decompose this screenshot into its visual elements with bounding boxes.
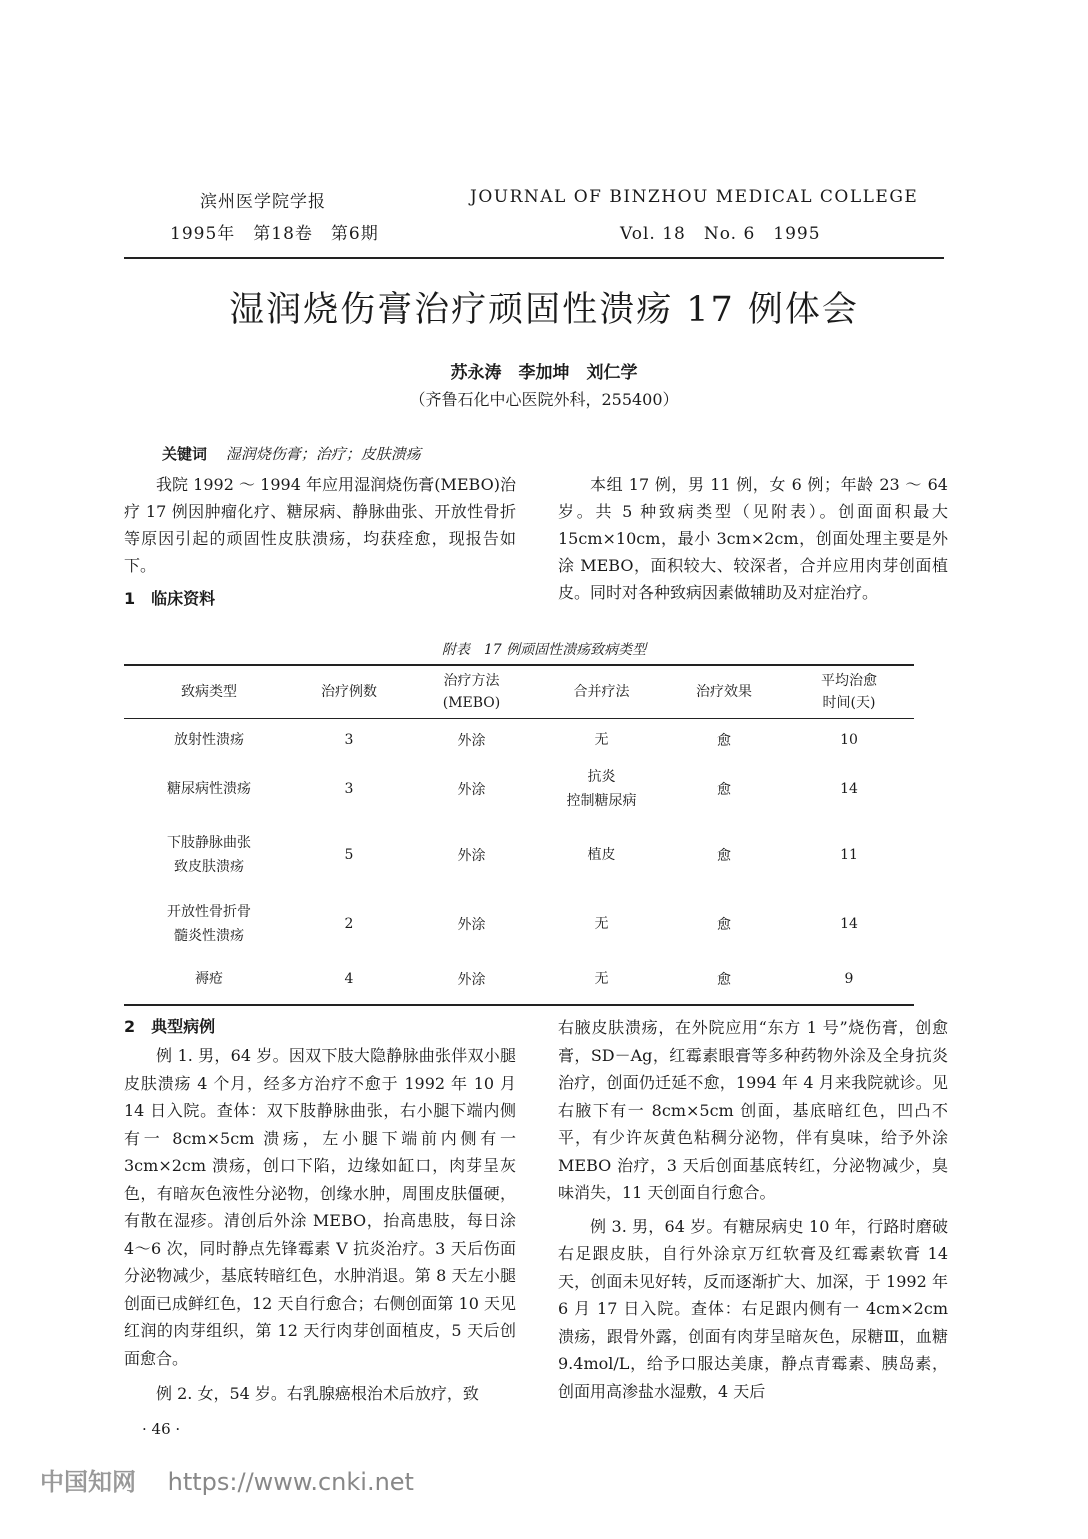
table-cell: 愈	[717, 847, 731, 864]
table-header-row	[124, 665, 914, 719]
table-cell: 抗炎 控制糖尿病	[566, 768, 637, 809]
table-cell: 外涂	[457, 781, 486, 798]
article-title: 湿润烧伤膏治疗顽固性溃疡 17 例体会	[229, 290, 859, 330]
table-cell: 4	[294, 955, 404, 1005]
cnki-url[interactable]: https://www.cnki.net	[167, 1468, 414, 1496]
table-cell: 2	[344, 915, 354, 932]
table-cell: 愈	[717, 781, 731, 798]
table-header-cell: 致病类型	[181, 684, 237, 700]
case-2-start: 例 2. 女，54 岁。右乳腺癌根治术后放疗，致	[156, 1384, 479, 1403]
issue-info-cn: 1995年 第18卷 第6期	[170, 224, 379, 244]
table-header-cell: 治疗方法 (MEBO)	[442, 673, 501, 711]
table-cell: 14	[840, 915, 858, 932]
keywords	[162, 443, 421, 464]
table-row	[124, 893, 914, 955]
table-row	[124, 817, 914, 893]
table-cell: 10	[840, 731, 858, 748]
case-1-paragraph: 例 1. 男，64 岁。因双下肢大隐静脉曲张伴双小腿皮肤溃疡 4 个月，经多方治疗不愈于 1992 年 10 月 14 日入院。查体：双下肢静脉曲张，右小腿下端内侧有一 8cm×5cm 溃疡，左小腿下端前内侧有一 3cm×2cm 溃疡，创口下陷，边缘如缸口，肉芽呈灰色，有暗灰色液性分泌物，创缘水肿，周围皮肤僵硬，有散在湿疹。清创后外涂 MEBO，抬高患肢，每日涂 4～6 次，同时静点先锋霉素 V 抗炎治疗。3 天后伤面分泌物减少，基底转暗红色，水肿消退。第 8 天左小腿创面已成鲜红色，12 天自行愈合；右侧创面第 10 天见红润的肉芽组织，第 12 天行肉芽创面植皮，5 天后创面愈合。 例 2. 女，54 岁。右乳腺癌根治术后放疗，致	[124, 1042, 516, 1408]
table-cell: 外涂	[457, 732, 486, 749]
case-3-paragraph: 例 3. 男，64 岁。有糖尿病史 10 年，行路时磨破右足跟皮肤，自行外涂京万红软膏及红霉素软膏 14 天，创面未见好转，反而逐渐扩大、加深，于 1992 年 6 月 17 日入院。查体：右足跟内侧有一 4cm×2cm 溃疡，跟骨外露，创面有肉芽呈暗灰色，尿糖Ⅲ，血糖 9.4mol/L，给予口服达美康，静点青霉素、胰岛素，创面用高渗盐水湿敷，4 天后	[558, 1216, 948, 1401]
journal-name-cn: 滨州医学院学报	[200, 192, 326, 212]
table-row	[124, 719, 914, 761]
table-cell: 放射性溃疡	[174, 731, 244, 748]
section-1-heading: 1 临床资料	[124, 589, 216, 608]
table-row	[124, 955, 914, 1005]
table-cell: 外涂	[457, 847, 486, 864]
intro-paragraph: 我院 1992 ～ 1994 年应用湿润烧伤膏(MEBO)治疗 17 例因肿瘤化疗、糖尿病、静脉曲张、开放性骨折等原因引起的顽固性皮肤溃疡，均获痊愈，现报告如下。	[124, 475, 516, 575]
cnki-logo-text: 中国知网	[40, 1468, 136, 1496]
table-cell: 愈	[717, 732, 731, 749]
table-cell: 愈	[717, 916, 731, 933]
table-header-cell: 治疗效果	[696, 684, 752, 700]
table-row	[124, 761, 914, 817]
table-cell: 外涂	[457, 916, 486, 933]
table-header-cell: 平均治愈 时间(天)	[821, 673, 877, 711]
table-cell: 外涂	[404, 955, 539, 1005]
keywords-text: 湿润烧伤膏；治疗；皮肤溃疡	[225, 445, 421, 463]
table-cell: 5	[344, 846, 354, 863]
clinical-data-paragraph: 本组 17 例，男 11 例，女 6 例；年龄 23 ～ 64 岁。共 5 种致病类型（见附表）。创面面积最大 15cm×10cm，最小 3cm×2cm，创面处理主要是外涂 MEBO，面积较大、较深者，合并应用肉芽创面植皮。同时对各种致病因素做辅助及对症治疗。	[558, 475, 948, 602]
cnki-footer	[40, 1462, 414, 1497]
table-cell: 9	[784, 955, 914, 1005]
table-cell: 3	[344, 780, 354, 797]
table-cell: 褥疮	[124, 955, 294, 1005]
table-cell: 下肢静脉曲张 致皮肤溃疡	[167, 834, 251, 875]
table-cell: 无	[594, 915, 609, 932]
table-cell: 14	[840, 780, 858, 797]
journal-name-en: JOURNAL OF BINZHOU MEDICAL COLLEGE	[470, 187, 919, 207]
table-cell: 愈	[664, 955, 784, 1005]
table-header-cell: 合并疗法	[573, 684, 630, 700]
table-caption: 附表 17 例顽固性溃疡致病类型	[441, 642, 647, 658]
case-2-continued: 右腋皮肤溃疡，在外院应用“东方 1 号”烧伤膏，创愈膏，SD－Ag，红霉素眼膏等多种药物外涂及全身抗炎治疗，创面仍迁延不愈，1994 年 4 月来我院就诊。见右腋下有一 8cm×5cm 创面，基底暗红色，凹凸不平，有少许灰黄色粘稠分泌物，伴有臭味，给予外涂 MEBO 治疗，3 天后创面基底转红，分泌物减少，臭味消失，11 天创面自行愈合。 例 3. 男，64 岁。有糖尿病史 10 年，行路时磨破右足跟皮肤，自行外涂京万红软膏及红霉素软膏 14 天，创面未见好转，反而逐渐扩大、加深，于 1992 年 6 月 17 日入院。查体：右足跟内侧有一 4cm×2cm 溃疡，跟骨外露，创面有肉芽呈暗灰色，尿糖Ⅲ，血糖 9.4mol/L，给予口服达美康，静点青霉素、胰岛素，创面用高渗盐水湿敷，4 天后	[558, 1014, 948, 1405]
table-cell: 11	[840, 846, 858, 863]
table-cell: 植皮	[587, 846, 616, 863]
etiology-table	[124, 664, 914, 1006]
table-cell: 无	[594, 731, 609, 748]
keywords-label: 关键词	[162, 445, 208, 463]
table-cell: 开放性骨折骨 髓炎性溃疡	[167, 903, 251, 944]
header-rule	[124, 257, 944, 259]
issue-info-en: Vol. 18 No. 6 1995	[620, 224, 821, 244]
table-cell: 3	[344, 731, 354, 748]
table-cell: 无	[539, 955, 664, 1005]
table-cell: 糖尿病性溃疡	[167, 780, 251, 797]
page-number: · 46 ·	[142, 1420, 181, 1438]
table-header-cell: 治疗例数	[321, 684, 377, 700]
section-2-heading: 2 典型病例	[124, 1017, 216, 1036]
authors: 苏永涛 李加坤 刘仁学	[450, 363, 638, 383]
affiliation: （齐鲁石化中心医院外科，255400）	[409, 390, 679, 409]
